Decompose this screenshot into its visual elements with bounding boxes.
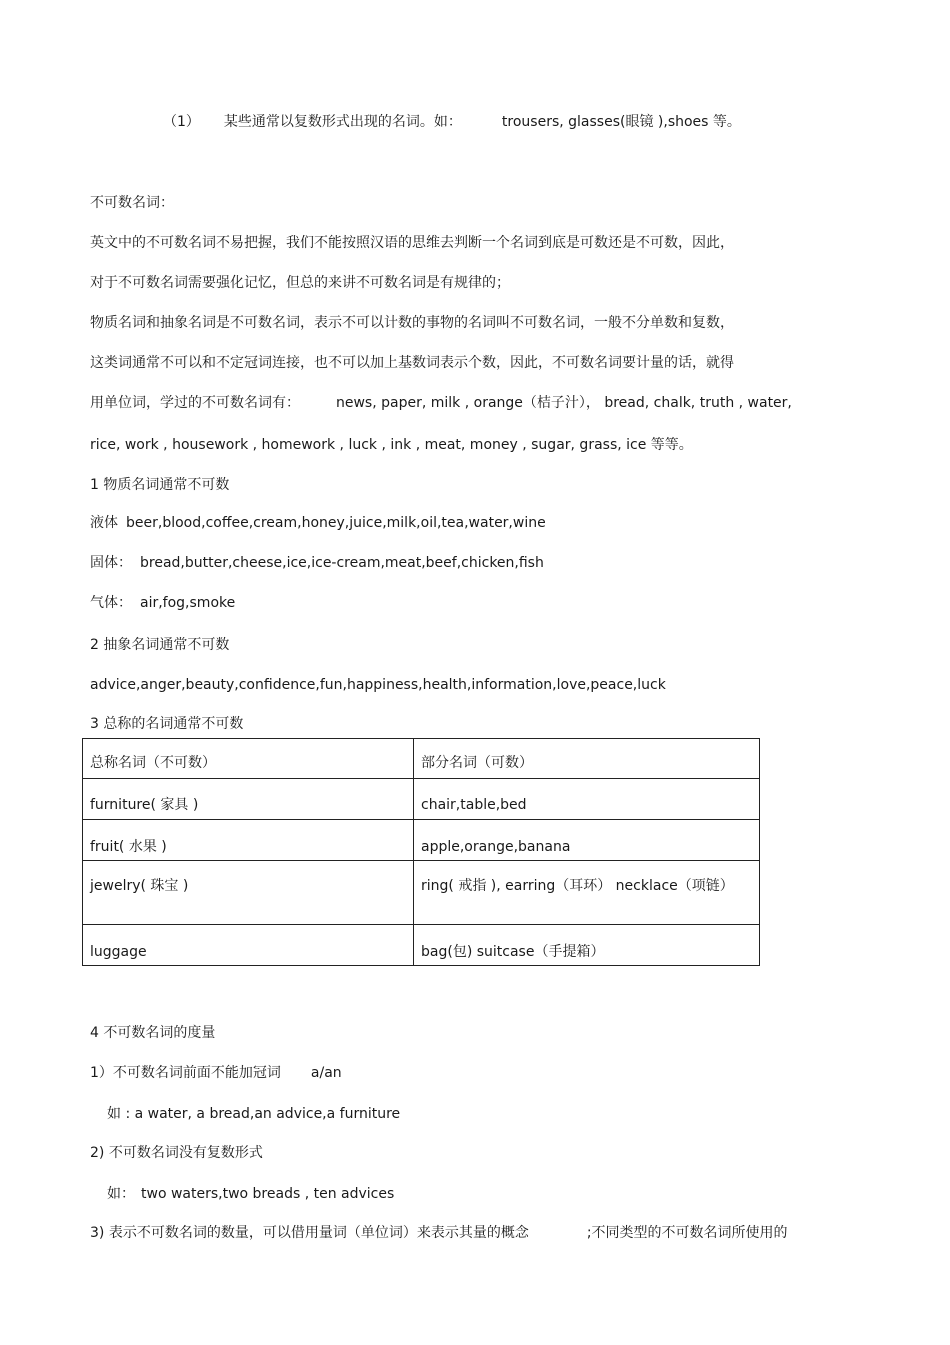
gas-words: air,fog,smoke [140,595,236,611]
table-cell: furniture( 家具 ) [83,779,414,820]
item-number: （1） [163,114,200,130]
section-heading-uncountable: 不可数名词： [90,195,174,211]
gas-label: 气体： [90,595,132,611]
paragraph-line-5 [90,393,792,413]
item-text: 某些通常以复数形式出现的名词。如： [223,114,462,130]
table-row [83,820,760,861]
list-item-1 [163,112,741,132]
rule-2-example-label: 如： [107,1186,135,1202]
table-header-row [83,739,760,779]
gas-row [90,593,235,613]
paragraph-line-1: 英文中的不可数名词不易把握，我们不能按照汉语的思维去判断一个名词到底是可数还是不可数，因此， [90,235,734,251]
table-row [83,861,760,925]
section-title-1: 1 物质名词通常不可数 [90,477,230,493]
paragraph-line-4: 这类词通常不可以和不定冠词连接，也不可以加上基数词表示个数，因此，不可数名词要计量的话，就得 [90,355,734,371]
table-header-cell: 部分名词（可数） [414,739,760,779]
solid-row [90,553,544,573]
rule-3-tail: ;不同类型的不可数名词所使用的 [586,1225,788,1241]
table-cell: chair,table,bed [414,779,760,820]
rule-2-example: two waters,two breads , ten advices [141,1186,395,1202]
abstract-words: advice,anger,beauty,confidence,fun,happiness,health,information,love,peace,luck [90,677,666,693]
solid-label: 固体： [90,555,132,571]
paragraph-line-6: rice, work , housework , homework , luck , ink , meat, money , sugar, grass, ice 等等。 [90,437,693,453]
rule-1-text: 1）不可数名词前面不能加冠词 [90,1065,281,1081]
table-cell: luggage [83,925,414,966]
liquid-row [90,513,546,533]
item-examples: trousers, glasses(眼镜 ),shoes 等。 [501,114,741,130]
table-header-cell: 总称名词（不可数） [83,739,414,779]
liquid-words: beer,blood,coffee,cream,honey,juice,milk,oil,tea,water,wine [126,515,546,531]
table-row [83,779,760,820]
table-cell: fruit( 水果 ) [83,820,414,861]
section-title-4: 4 不可数名词的度量 [90,1025,216,1041]
rule-1-article: a/an [310,1065,342,1081]
collective-noun-table [82,738,760,966]
table-cell: apple,orange,banana [414,820,760,861]
paragraph-lead: 用单位词，学过的不可数名词有： [90,395,300,411]
solid-words: bread,butter,cheese,ice,ice-cream,meat,beef,chicken,fish [140,555,544,571]
paragraph-line-2: 对于不可数名词需要强化记忆，但总的来讲不可数名词是有规律的； [90,275,510,291]
table-cell: jewelry( 珠宝 ) [83,861,414,925]
rule-2-example-row [107,1184,394,1204]
paragraph-line-3: 物质名词和抽象名词是不可数名词，表示不可以计数的事物的名词叫不可数名词，一般不分单数和复数， [90,315,734,331]
section-title-2: 2 抽象名词通常不可数 [90,637,230,653]
uncountable-word-list: news, paper, milk , orange（桔子汁）， bread, chalk, truth , water, [336,395,792,411]
rule-3 [90,1223,788,1243]
table-row [83,925,760,966]
table-cell: bag(包) suitcase（手提箱） [414,925,760,966]
rule-3-text: 3) 表示不可数名词的数量，可以借用量词（单位词）来表示其量的概念 [90,1225,529,1241]
section-title-3: 3 总称的名词通常不可数 [90,716,244,732]
liquid-label: 液体 [90,515,118,531]
rule-2: 2) 不可数名词没有复数形式 [90,1145,263,1161]
rule-1-example: 如 : a water, a bread,an advice,a furniture [107,1106,401,1122]
rule-1 [90,1063,342,1083]
table-cell: ring( 戒指 ), earring（耳环） necklace（项链） [414,861,760,925]
